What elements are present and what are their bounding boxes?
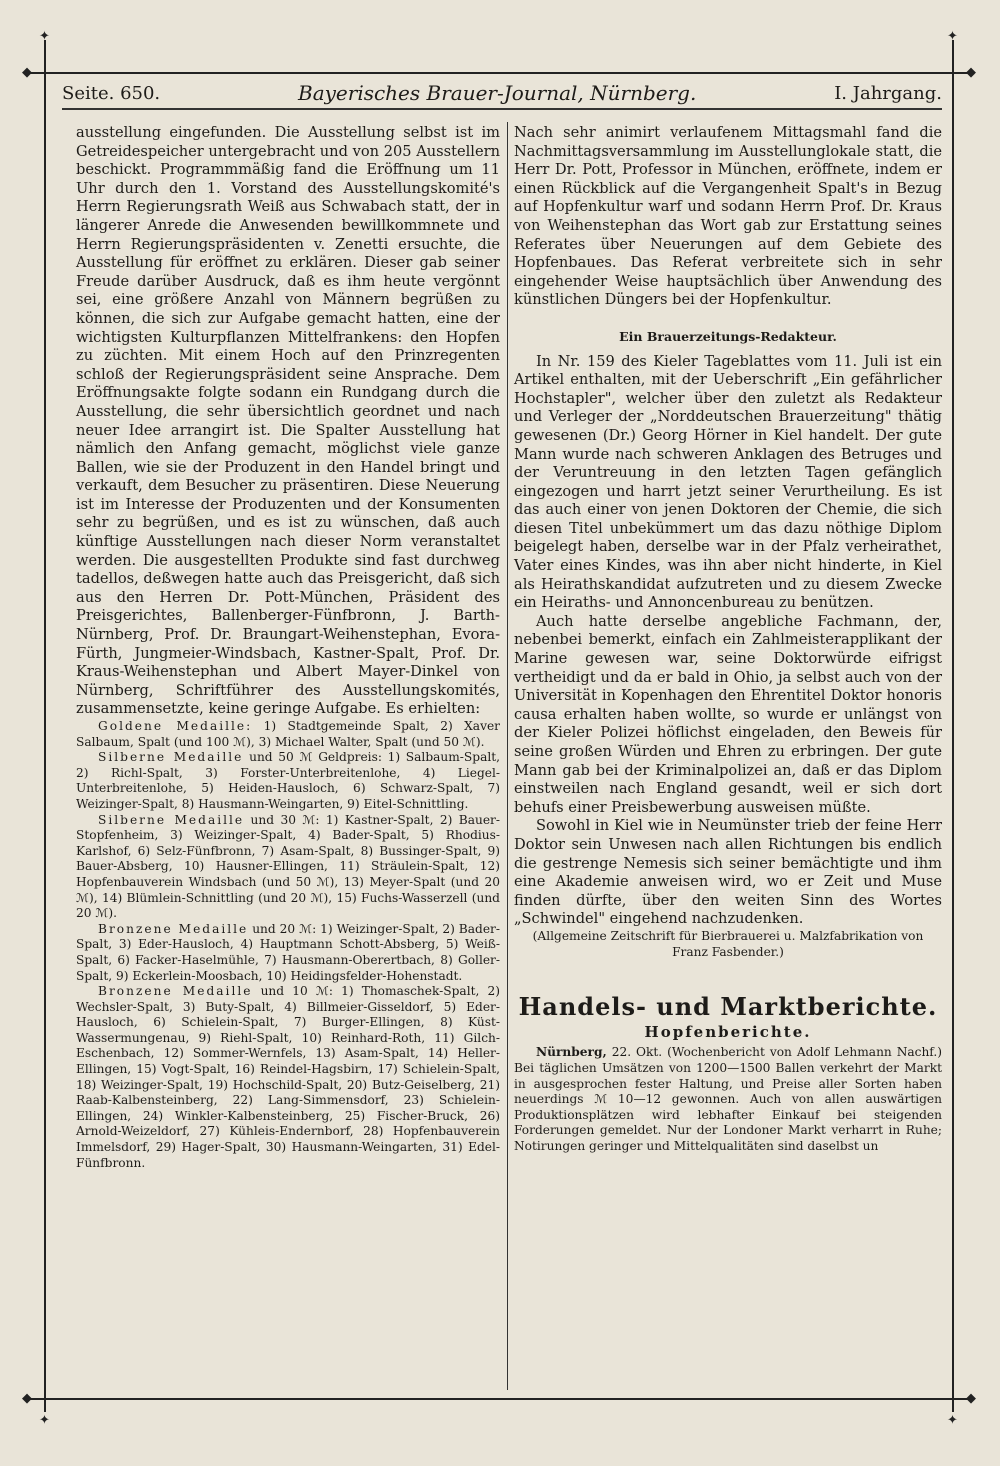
ornament-icon: ◆	[966, 65, 976, 80]
hop-report-title: Hopfenberichte.	[644, 1022, 812, 1041]
market-place: Nürnberg,	[536, 1045, 607, 1060]
award-gold	[76, 719, 500, 750]
ornament-icon: ✦	[947, 1413, 958, 1428]
ornament-icon: ✦	[39, 29, 50, 44]
ornament-icon: ◆	[22, 65, 32, 80]
column-divider	[507, 122, 508, 1390]
afternoon-meeting-paragraph: Nach sehr animirt verlaufenem Mittagsmahl fand die Nachmittagsversammlung im Ausstellunglokale statt, die Herr Dr. Pott, Professor in München, eröffnete, indem er einen Rückblick auf die Vergangenheit Spalt's in Bezug auf Hopfenkultur warf und sodann Herrn Prof. Dr. Kraus von Weihenstephan das Wort gab zur Erstattung seines Referates über Neuerungen auf dem Gebiete des Hopfenbaues. Das Referat verbreitete sich in sehr eingehender Weise hauptsächlich über Anwendung des künstlichen Düngers bei der Hopfenkultur.	[514, 124, 942, 309]
source-citation: (Allgemeine Zeitschrift für Bierbrauerei u. Malzfabrikation von Franz Fasbender.)	[532, 928, 924, 959]
award-silver-30	[76, 813, 500, 922]
volume-label: I. Jahrgang.	[834, 82, 942, 104]
left-column	[76, 124, 500, 1171]
exhibition-report: ausstellung eingefunden. Die Ausstellung selbst ist im Getreidespeicher untergebracht und von 205 Ausstellern beschickt. Programmmäßig fand die Eröffnung um 11 Uhr durch den 1. Vorstand des Ausstellungskomité's Herrn Regierungsrath Weiß aus Schwabach statt, der in längerer Anrede die Anwesenden bewillkommnete und Herrn Regierungspräsidenten v. Zenetti ersuchte, die Ausstellung für eröffnet zu erklären. Dieser gab seiner Freude darüber Ausdruck, daß es ihm heute vergönnt sei, eine größere Anzahl von Männern begrüßen zu können, die sich zur Aufgabe gemacht hatten, eine der wichtigsten Kulturpflanzen Mittelfrankens: den Hopfen zu züchten. Mit einem Hoch auf den Prinzregenten schloß der Regierungspräsident seine Ansprache. Dem Eröffnungsakte folgte sodann ein Rundgang durch die Ausstellung, die sehr übersichtlich geordnet und nach neuer Idee arrangirt ist. Die Spalter Ausstellung hat nämlich den Anfang gemacht, möglichst viele ganze Ballen, wie sie der Produzent in den Handel bringt und verkauft, dem Besucher zu präsentiren. Diese Neuerung ist im Interesse der Produzenten und der Konsumenten sehr zu begrüßen, und es ist zu wünschen, daß auch künftige Ausstellungen nach dieser Norm veranstaltet werden. Die ausgestellten Produkte sind fast durchweg tadellos, deßwegen hatte auch das Preisgericht, daß sich aus den Herren Dr. Pott-München, Präsident des Preisgerichtes, Ballenberger-Fünfbronn, J. Barth-Nürnberg, Prof. Dr. Braungart-Weihenstephan, Evora-Fürth, Jungmeier-Windsbach, Kastner-Spalt, Prof. Dr. Kraus-Weihenstephan und Albert Mayer-Dinkel von Nürnberg, Schriftführer des Ausstellungskomités, zusammensetzte, keine geringe Aufgabe. Es erhielten:	[76, 124, 500, 718]
article-paragraph: Auch hatte derselbe angebliche Fachmann, der, nebenbei bemerkt, einfach ein Zahlmeisterapplikant der Marine gewesen war, seine Doktorwürde eifrigst vertheidigt und da er bald in Ohio, ja selbst auch von der Universität in Kopenhagen den Ehrentitel Doktor honoris causa erhalten haben wollte, so wurde er unlängst von der Kieler Polizei höflichst eingeladen, den Beweis für seine großen Würden und Ehren zu erbringen. Der gute Mann gab bei der Kriminalpolizei an, daß er das Diplom einstweilen nach England gesandt, weil er sich dort behufs einer Preisbewerbung ausweisen müßte.	[514, 612, 942, 816]
award-bronze-10	[76, 984, 500, 1171]
page-number: Seite. 650.	[62, 82, 161, 104]
section-title: Ein Brauerzeitungs-Redakteur.	[619, 328, 837, 344]
page-header	[62, 78, 942, 110]
article-paragraph: In Nr. 159 des Kieler Tageblattes vom 11. Juli ist ein Artikel enthalten, mit der Ueberschrift „Ein gefährlicher Hochstapler", welcher über den zuletzt als Redakteur und Verleger der „Norddeutschen Brauerzeitung" thätig gewesenen (Dr.) Georg Hörner in Kiel handelt. Der gute Mann wurde nach schweren Anklagen des Betruges und der Veruntreuung in den letzten Tagen gefänglich eingezogen und harrt jetzt seiner Verurtheilung. Es ist das auch einer von jenen Doktoren der Chemie, die sich diesen Titel unbekümmert um das dazu nöthige Diplom beigelegt haben, derselbe war in der Pfalz verheirathet, Vater eines Kindes, was ihn aber nicht hinderte, in Kiel als Heirathskandidat aufzutreten und zu diesem Zwecke ein Heiraths- und Annoncenbureau zu benützen.	[514, 352, 942, 612]
ornament-icon: ◆	[22, 1391, 32, 1406]
ornament-icon: ◆	[966, 1391, 976, 1406]
market-text: 22. Okt. (Wochenbericht von Adolf Lehmann Nachf.) Bei täglichen Umsätzen von 1200—1500 Ballen verkehrt der Markt in ausgesprochen fester Haltung, und Preise aller Sorten haben neuerdings ℳ 10—12 gewonnen. Auch von allen auswärtigen Produktionsplätzen wird lebhafter Einkauf bei steigenden Forderungen gemeldet. Nur der Londoner Markt verharrt in Ruhe; Notirungen geringer und Mittelqualitäten sind daselbst un	[514, 1045, 943, 1153]
award-list: 1) Stadtgemeinde Spalt, 2) Xaver Salbaum, Spalt (und 100 ℳ), 3) Michael Walter, Spalt (und 50 ℳ).	[76, 719, 500, 749]
journal-title: Bayerisches Brauer-Journal, Nürnberg.	[298, 81, 697, 105]
award-label: Silberne Medaille	[98, 812, 245, 827]
award-list: und 10 ℳ: 1) Thomaschek-Spalt, 2) Wechsler-Spalt, 3) Buty-Spalt, 4) Billmeier-Gisseldorf, 5) Eder-Hausloch, 6) Schielein-Spalt, 7) Burger-Ellingen, 8) Küst-Wassermungenau, 9) Riehl-Spalt, 10) Reinhard-Roth, 11) Gilch-Eschenbach, 12) Sommer-Wernfels, 13) Asam-Spalt, 14) Heller-Ellingen, 15) Vogt-Spalt, 16) Reindel-Hagsbirn, 17) Schielein-Spalt, 18) Weizinger-Spalt, 19) Hochschild-Spalt, 20) Butz-Geiselberg, 21) Raab-Kalbensteinberg, 22) Lang-Simmensdorf, 23) Schielein-Ellingen, 24) Winkler-Kalbensteinberg, 25) Fischer-Bruck, 26) Arnold-Weizeldorf, 27) Kühleis-Endernborf, 28) Hopfenbauverein Immelsdorf, 29) Hager-Spalt, 30) Hausmann-Weingarten, 31) Edel-Fünfbronn.	[76, 984, 500, 1170]
ornament-icon: ✦	[39, 1413, 50, 1428]
frame-top-rule	[30, 72, 968, 74]
frame-bottom-rule	[30, 1398, 968, 1400]
award-silver-50	[76, 750, 500, 812]
article-paragraph: Sowohl in Kiel wie in Neumünster trieb der feine Herr Doktor sein Unwesen nach allen Richtungen bis endlich die gestrenge Nemesis sich seiner bemächtigte und ihm eine Akademie anweisen wird, wo er Zeit und Muse finden dürfte, über den weiten Sinn des Wortes „Schwindel" eingehend nachzudenken.	[514, 817, 942, 928]
frame-left-rule	[44, 40, 46, 1412]
award-bronze-20	[76, 922, 500, 984]
award-label: Bronzene Medaille	[98, 984, 253, 999]
right-column	[514, 124, 942, 1154]
ornament-icon: ✦	[947, 29, 958, 44]
award-list: und 30 ℳ: 1) Kastner-Spalt, 2) Bauer-Stopfenheim, 3) Weizinger-Spalt, 4) Bader-Spalt, 5) Rhodius-Karlshof, 6) Selz-Fünfbronn, 7) Asam-Spalt, 8) Bussinger-Spalt, 9) Bauer-Absberg, 10) Hausner-Ellingen, 11) Sträulein-Spalt, 12) Hopfenbauverein Windsbach (und 50 ℳ), 13) Meyer-Spalt (und 20 ℳ), 14) Blümlein-Schnittling (und 20 ℳ), 15) Fuchs-Wasserzell (und 20 ℳ).	[76, 812, 500, 921]
award-label: Silberne Medaille	[98, 750, 244, 765]
award-list: und 50 ℳ Geldpreis: 1) Salbaum-Spalt, 2) Richl-Spalt, 3) Forster-Unterbreitenlohe, 4) Liegel-Unterbreitenlohe, 5) Heiden-Hausloch, 6) Schwarz-Spalt, 7) Weizinger-Spalt, 8) Hausmann-Weingarten, 9) Eitel-Schnittling.	[76, 750, 501, 811]
award-label: Bronzene Medaille	[98, 921, 249, 936]
market-report	[514, 1045, 942, 1154]
frame-right-rule	[952, 40, 954, 1412]
market-section-title: Handels- und Marktberichte.	[518, 992, 938, 1022]
award-label: Goldene Medaille:	[98, 719, 253, 733]
award-list: und 20 ℳ: 1) Weizinger-Spalt, 2) Bader-Spalt, 3) Eder-Hausloch, 4) Hauptmann Schott-Absberg, 5) Weiß-Spalt, 6) Facker-Haselmühle, 7) Hausmann-Oberertbach, 8) Goller-Spalt, 9) Eckerlein-Moosbach, 10) Heidingsfelder-Hohenstadt.	[76, 921, 500, 983]
